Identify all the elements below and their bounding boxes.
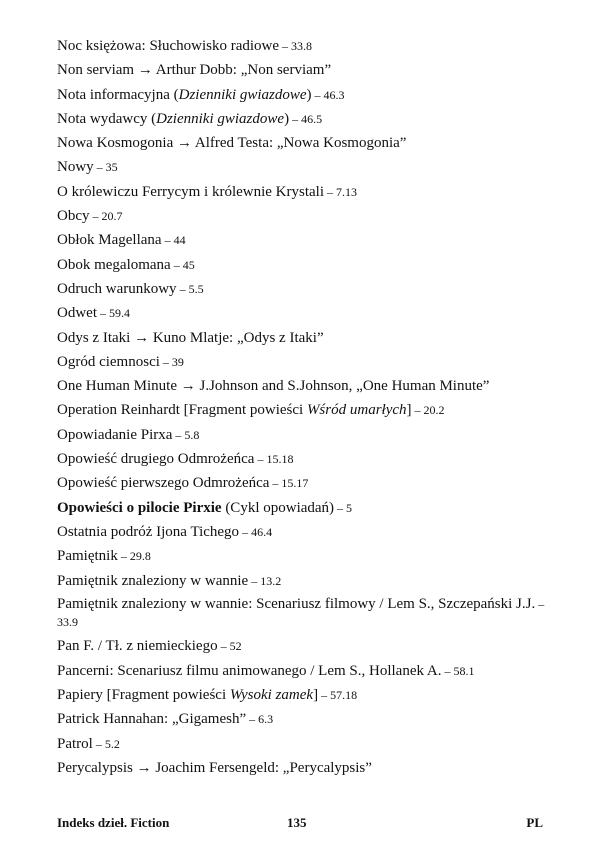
entry-reference: – 20.7 <box>89 209 123 224</box>
index-entry <box>57 253 557 277</box>
page-number: 135 <box>287 815 307 830</box>
entry-reference: – 46.3 <box>311 87 345 102</box>
index-entry <box>57 131 557 155</box>
index-entry <box>57 496 557 520</box>
entry-reference: – 35 <box>93 160 118 175</box>
entry-reference: – 29.8 <box>117 549 151 564</box>
entry-text: ) <box>284 110 290 127</box>
entry-text: Opowiadanie Pirxa <box>57 426 173 443</box>
entry-text: Pan F. / Tł. z niemieckiego <box>57 638 218 655</box>
entry-text: Patrol <box>57 735 93 752</box>
entry-text: Nota informacyjna ( <box>57 86 179 103</box>
entry-text: Odwet <box>57 305 97 322</box>
entry-text: ] <box>406 402 412 419</box>
index-entry <box>57 707 557 731</box>
entry-text: O królewiczu Ferrycym i królewnie Krystali <box>57 183 325 200</box>
entry-reference: – 46.5 <box>289 111 323 126</box>
index-entry <box>57 83 557 107</box>
entry-text: Dzienniki gwiazdowe <box>178 86 307 103</box>
entry-text: Nowa Kosmogonia → Alfred Testa: „Nowa Kosmogonia” <box>57 135 407 152</box>
index-entries-list <box>57 34 557 780</box>
index-entry <box>57 593 557 635</box>
index-entry <box>57 423 557 447</box>
entry-text: Opowieść drugiego Odmrożeńca <box>57 451 255 468</box>
entry-reference: – 58.1 <box>441 663 475 678</box>
index-entry <box>57 447 557 471</box>
entry-text: Patrick Hannahan: „Gigamesh” <box>57 711 247 728</box>
entry-reference: – 39 <box>159 354 184 369</box>
entry-text: Pamiętnik znaleziony w wannie <box>57 572 249 589</box>
entry-text: Pancerni: Scenariusz filmu animowanego / Lem S., Hollanek A. <box>57 662 442 679</box>
index-entry <box>57 634 557 658</box>
entry-text: Nota wydawcy ( <box>57 110 157 127</box>
index-entry <box>57 204 557 228</box>
index-entry <box>57 34 557 58</box>
entry-reference: – 52 <box>217 639 242 654</box>
index-entry <box>57 180 557 204</box>
index-entry <box>57 228 557 252</box>
index-entry <box>57 732 557 756</box>
entry-reference: – 6.3 <box>246 712 274 727</box>
entry-text: ] <box>313 687 319 704</box>
entry-reference: – 33.9 <box>57 596 545 629</box>
entry-text: One Human Minute → J.Johnson and S.Johnson, „One Human Minute” <box>57 378 490 395</box>
entry-text: Obcy <box>57 208 90 225</box>
entry-text: Dzienniki gwiazdowe <box>156 110 285 127</box>
entry-text: Obłok Magellana <box>57 232 162 249</box>
index-entry <box>57 683 557 707</box>
entry-reference: – 7.13 <box>324 184 358 199</box>
index-entry <box>57 471 557 495</box>
entry-reference: – 13.2 <box>248 573 282 588</box>
index-entry <box>57 398 557 422</box>
index-entry <box>57 326 557 350</box>
entry-reference: – 44 <box>161 233 186 248</box>
index-entry <box>57 756 557 780</box>
entry-text: Papiery [Fragment powieści <box>57 687 230 704</box>
entry-text: Nowy <box>57 159 94 176</box>
entry-reference: – 20.2 <box>411 403 445 418</box>
entry-text: Opowieści o pilocie Pirxie <box>57 499 222 516</box>
entry-reference: – 33.8 <box>279 39 313 53</box>
index-entry <box>57 569 557 593</box>
entry-reference: – 5 <box>334 500 353 515</box>
entry-reference: – 59.4 <box>97 306 130 321</box>
entry-text: Non serviam → Arthur Dobb: „Non serviam” <box>57 62 332 79</box>
entry-text: (Cykl opowiadań) <box>221 499 335 516</box>
index-entry <box>57 277 557 301</box>
index-entry <box>57 301 557 325</box>
entry-reference: – 57.18 <box>318 688 358 703</box>
page-footer <box>57 815 543 833</box>
entry-reference: – 15.18 <box>254 452 294 467</box>
entry-text: ) <box>306 86 312 103</box>
entry-reference: – 46.4 <box>239 524 273 539</box>
index-entry <box>57 107 557 131</box>
entry-text: Perycalypsis → Joachim Fersengeld: „Perycalypsis” <box>57 759 372 776</box>
entry-text: Ostatnia podróż Ijona Tichego <box>57 523 240 540</box>
index-entry <box>57 544 557 568</box>
entry-reference: – 15.17 <box>269 476 309 491</box>
index-entry <box>57 350 557 374</box>
entry-text: Opowieść pierwszego Odmrożeńca <box>57 475 270 492</box>
entry-text: Odruch warunkowy <box>57 280 177 297</box>
footer-language-code: PL <box>526 815 543 830</box>
entry-reference: – 5.5 <box>176 281 204 296</box>
footer-section-title: Indeks dzieł. Fiction <box>57 815 170 830</box>
entry-reference: – 5.2 <box>92 736 120 751</box>
entry-text: Obok megalomana <box>57 256 171 273</box>
entry-text: Pamiętnik <box>57 548 118 565</box>
index-entry <box>57 520 557 544</box>
index-entry <box>57 155 557 179</box>
entry-text: Odys z Itaki → Kuno Mlatje: „Odys z Itaki” <box>57 329 324 346</box>
index-entry <box>57 58 557 82</box>
entry-text: Operation Reinhardt [Fragment powieści <box>57 402 307 419</box>
entry-text: Ogród ciemnosci <box>57 353 160 370</box>
entry-text: Noc księżowa: Słuchowisko radiowe <box>57 38 280 54</box>
entry-text: Pamiętnik znaleziony w wannie: Scenariusz filmowy / Lem S., Szczepański J.J. <box>57 595 536 612</box>
index-entry <box>57 659 557 683</box>
entry-text: Wśród umarłych <box>306 402 407 419</box>
entry-reference: – 5.8 <box>172 427 200 442</box>
index-entry <box>57 374 557 398</box>
entry-text: Wysoki zamek <box>229 687 314 704</box>
entry-reference: – 45 <box>170 257 195 272</box>
